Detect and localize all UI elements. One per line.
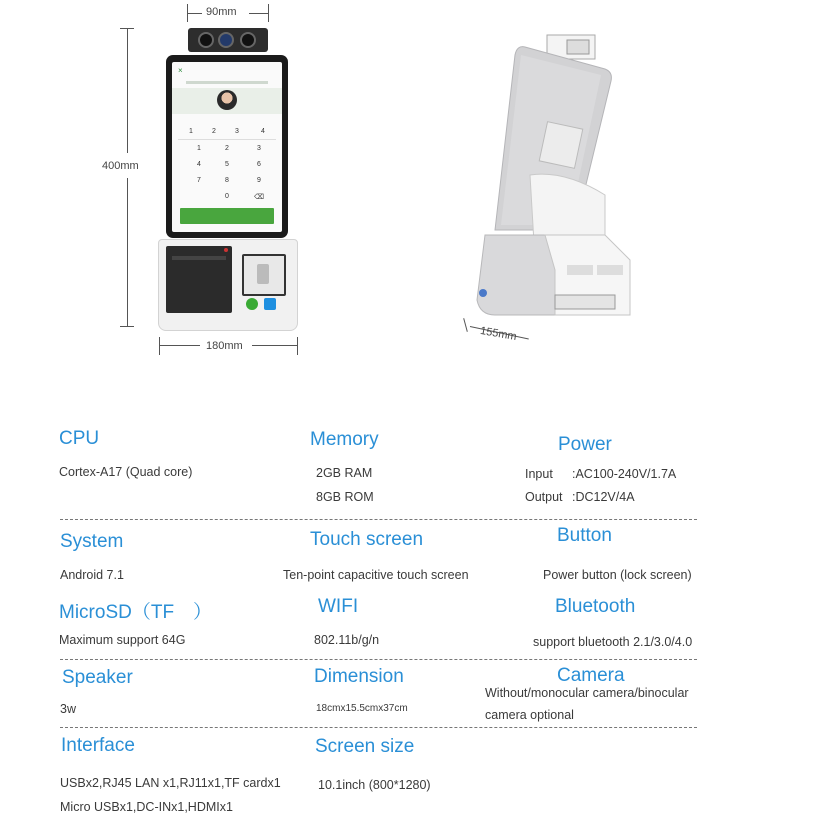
scanner-window [257,264,269,284]
camera-lens-icon [218,32,234,48]
keypad-key[interactable]: 9 [257,177,261,184]
touch-screen-value: Ten-point capacitive touch screen [283,568,469,582]
dim-tick [159,337,160,355]
touch-screen-title: Touch screen [310,529,424,550]
height-dimension-label: 400mm [102,160,139,172]
camera-value-line2: camera optional [485,708,574,722]
printer-slot [172,256,226,260]
keypad-key[interactable]: 2 [212,128,216,135]
backspace-icon[interactable]: ⌫ [254,194,264,201]
alipay-icon [264,298,276,310]
kiosk-display [172,62,282,232]
memory-ram: 2GB RAM [316,466,373,480]
wechat-pay-icon [246,298,258,310]
dim-line [127,178,128,326]
keypad-key[interactable]: 4 [197,161,201,168]
receipt-printer [166,246,232,313]
camera-title: Camera [557,665,625,686]
memory-title: Memory [310,429,379,450]
interface-value-line1: USBx2,RJ45 LAN x1,RJ11x1,TF cardx1 [60,776,281,790]
camera-value-line1: Without/monocular camera/binocular [485,686,689,700]
dimension-title: Dimension [314,666,404,687]
prompt-text-bar [186,81,268,84]
interface-value-line2: Micro USBx1,DC-INx1,HDMIx1 [60,800,233,814]
dim-line [252,345,297,346]
section-divider [60,519,697,520]
avatar [217,90,237,110]
keypad-key[interactable]: 3 [257,145,261,152]
microsd-value: Maximum support 64G [59,633,186,647]
dim-tick [187,4,188,22]
close-icon: × [178,66,183,75]
keypad-key[interactable]: 1 [189,128,193,135]
camera-lens-icon [198,32,214,48]
power-input-value: :AC100-240V/1.7A [572,467,677,481]
dim-tick [268,4,269,22]
dim-tick [120,28,134,29]
dim-line [127,28,128,153]
keypad-divider [178,139,276,140]
power-title: Power [558,434,612,455]
qr-scanner [242,254,286,296]
base-width-dimension-label: 180mm [206,340,243,352]
power-output-value: :DC12V/4A [572,490,635,504]
dim-tick [120,326,134,327]
speaker-value: 3w [60,702,76,716]
screen-size-value: 10.1inch (800*1280) [318,778,431,792]
bluetooth-title: Bluetooth [555,596,636,617]
keypad-key[interactable]: 3 [235,128,239,135]
speaker-title: Speaker [62,667,133,688]
screen-size-title: Screen size [315,736,415,757]
system-value: Android 7.1 [60,568,124,582]
keypad-key[interactable]: 6 [257,161,261,168]
microsd-title: MicroSD（TF ） [59,602,213,623]
confirm-pay-button[interactable] [180,208,274,224]
dim-line [249,13,268,14]
camera-lens-icon [240,32,256,48]
keypad-key[interactable]: 8 [225,177,229,184]
button-title: Button [557,525,612,546]
dim-line [160,345,200,346]
bluetooth-value: support bluetooth 2.1/3.0/4.0 [533,635,693,649]
wifi-title: WIFI [318,596,359,617]
section-divider [60,659,697,660]
dim-line [188,13,202,14]
interface-title: Interface [61,735,135,756]
keypad-key[interactable]: 4 [261,128,265,135]
keypad-key[interactable]: 7 [197,177,201,184]
printer-led [224,248,228,252]
keypad-key[interactable]: 5 [225,161,229,168]
cpu-title: CPU [59,428,100,449]
dim-tick [297,337,298,355]
keypad-key[interactable]: 2 [225,145,229,152]
width-dimension-label: 90mm [206,6,237,18]
power-input-label: Input [525,467,553,481]
side-view-drawing [455,25,655,355]
depth-dimension-label: 155mm [479,324,518,344]
camera-module [188,28,268,52]
system-title: System [60,531,124,552]
dimension-value: 18cmx15.5cmx37cm [316,703,408,714]
button-value: Power button (lock screen) [543,568,692,582]
wifi-value: 802.11b/g/n [314,633,380,647]
cpu-value: Cortex-A17 (Quad core) [59,465,193,479]
section-divider [60,727,697,728]
power-output-label: Output [525,490,563,504]
memory-rom: 8GB ROM [316,490,374,504]
keypad-key[interactable]: 0 [225,193,229,200]
keypad-key[interactable]: 1 [197,145,201,152]
